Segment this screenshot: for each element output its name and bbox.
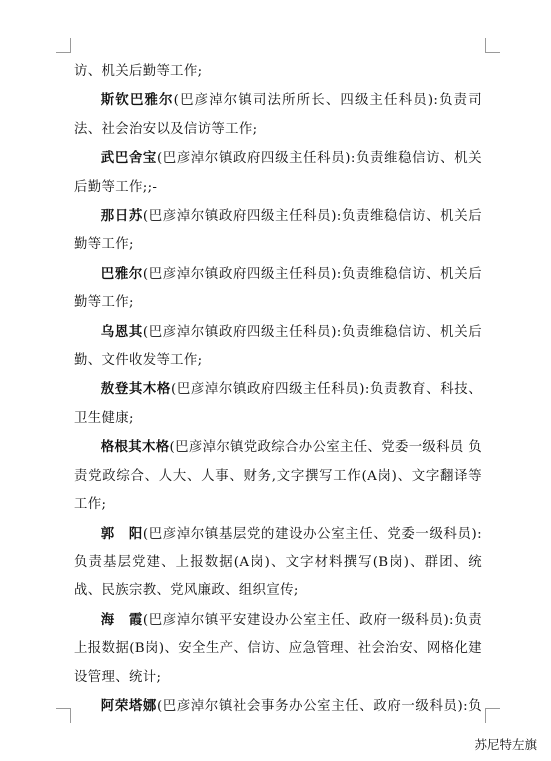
staff-duties: (巴彦淖尔镇政府四级主任科员):负责维稳信访、机关后勤、文件收发等工作; [74,324,482,369]
staff-duties: 访、机关后勤等工作; [74,64,203,79]
staff-name: 郭 阳 [100,525,143,542]
staff-duties: (巴彦淖尔镇政府四级主任科员):负责教育、科技、卫生健康; [74,382,483,426]
staff-name: 乌恩其 [100,323,143,340]
corner-mark-top-right [485,38,500,53]
corner-mark-bottom-right [485,708,500,723]
staff-duties: (巴彦淖尔镇政府四级主任科员):负责维稳信访、机关后勤等工作; [74,209,482,253]
staff-name: 海 霞 [100,611,143,628]
staff-name: 武巴舍宝 [100,150,157,167]
staff-name: 格根其木格 [100,439,170,456]
staff-name: 阿荣塔娜 [100,697,157,714]
corner-mark-bottom-left [56,708,71,723]
staff-duties: (巴彦淖尔镇社会事务办公室主任、政府一级科员):负 [156,698,482,714]
staff-duties: (巴彦淖尔镇司法所所长、四级主任科员):负责司法、社会治安以及信访等工作; [74,93,482,137]
paragraph [74,520,482,606]
staff-name: 那日苏 [100,208,143,225]
paragraph [74,606,482,692]
paragraph [74,58,482,86]
staff-duties: (巴彦淖尔镇政府四级主任科员):负责维稳信访、机关后勤等工作;;- [74,151,482,195]
staff-duties: (巴彦淖尔镇平安建设办公室主任、政府一级科员):负责上报数据(B岗)、安全生产、信访、应急管理、社会治安、网格化建设管理、统计; [74,612,482,685]
staff-duties: (巴彦淖尔镇党政综合办公室主任、党委一级科员 负责党政综合、人大、人事、财务,文字撰写工作(A岗)、文字翻译等工作; [74,440,483,513]
footer-bar [0,725,551,761]
staff-name: 斯钦巴雅尔 [100,92,174,109]
document-body [74,58,482,750]
staff-duties: (巴彦淖尔镇政府四级主任科员):负责维稳信访、机关后勤等工作; [74,266,482,311]
paragraph [74,375,482,433]
paragraph [74,144,482,202]
footer-label: 苏尼特左旗 [474,737,537,752]
paragraph [74,86,482,144]
paragraph [74,260,482,318]
staff-name: 敖登其木格 [100,381,171,398]
paragraph [74,318,482,376]
staff-name: 巴雅尔 [100,265,143,282]
corner-mark-top-left [56,38,71,53]
staff-duties: (巴彦淖尔镇基层党的建设办公室主任、党委一级科员):负责基层党建、上报数据(A岗)、文字材料撰写(B岗)、群团、统战、民族宗教、党风廉政、组织宣传; [74,526,482,599]
paragraph [74,433,482,519]
paragraph [74,202,482,260]
